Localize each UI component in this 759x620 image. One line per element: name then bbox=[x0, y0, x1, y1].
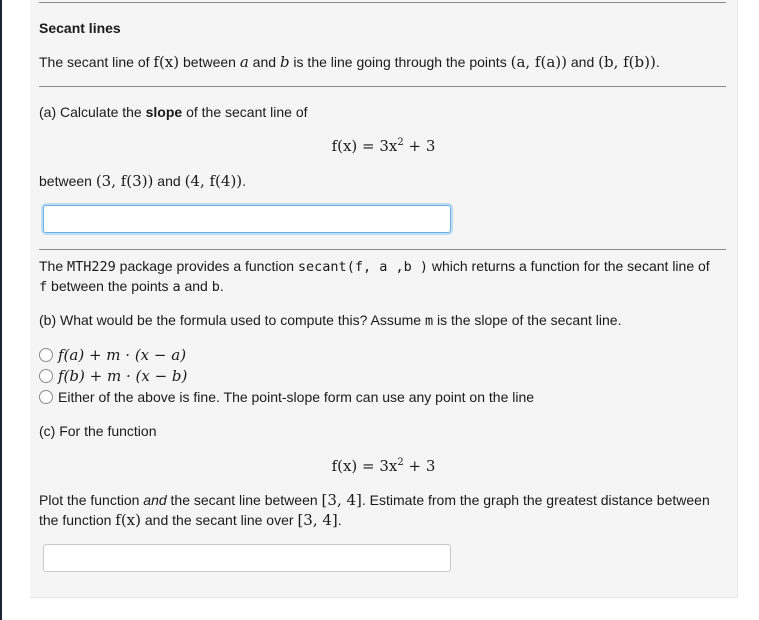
option-label: f(a) + m · (x − a) bbox=[58, 346, 187, 364]
part-c-formula: $f(x) = 3x^2 + 3$ bbox=[331, 457, 436, 475]
part-b-option-2[interactable] bbox=[39, 366, 187, 386]
option-label: f(b) + m · (x − b) bbox=[58, 367, 188, 385]
part-b-prompt: (b) What would be the formula used to compute this? Assume m is the slope of the secant line. bbox=[39, 312, 622, 329]
part-a-between: between (3, f(3)) and (4, f(4)). bbox=[39, 172, 247, 190]
divider-a bbox=[39, 86, 726, 87]
math-point-a: (a, f(a)) bbox=[510, 53, 567, 71]
radio-button[interactable] bbox=[39, 390, 53, 404]
math-point-b: (b, f(b)) bbox=[598, 53, 656, 71]
part-a-answer-input[interactable] bbox=[43, 205, 451, 233]
option-label: Either of the above is fine. The point-slope form can use any point on the line bbox=[58, 389, 535, 405]
divider-b bbox=[39, 249, 726, 250]
part-a-formula: $f(x) = 3x^2 + 3$ bbox=[331, 137, 436, 155]
part-c-instructions-line2: the function f(x) and the secant line over [3, 4]. bbox=[39, 511, 342, 529]
radio-button[interactable] bbox=[39, 348, 53, 362]
part-c-answer-input[interactable] bbox=[43, 544, 451, 572]
part-b-option-1[interactable] bbox=[39, 345, 186, 365]
math-fx: f(x) bbox=[153, 53, 180, 71]
section-title: Secant lines bbox=[39, 20, 121, 36]
part-c-instructions-line1: Plot the function and the secant line between [3, 4]. Estimate from the graph the greatest distance between bbox=[39, 491, 710, 509]
part-a-prompt: (a) Calculate the slope of the secant line of bbox=[39, 104, 308, 120]
math-b: b bbox=[279, 53, 290, 71]
intro-text: The secant line of f(x) between a and b is the line going through the points (a, f(a)) and (b, f(b)). bbox=[39, 53, 660, 71]
part-c-prompt: (c) For the function bbox=[39, 423, 157, 439]
part-b-option-3[interactable] bbox=[39, 387, 534, 407]
math-a: a bbox=[239, 53, 249, 71]
radio-button[interactable] bbox=[39, 369, 53, 383]
package-note-line1: The MTH229 package provides a function secant(f, a ,b ) which returns a function for the secant line of bbox=[39, 258, 710, 275]
window-left-edge bbox=[0, 0, 2, 620]
package-note-line2: f between the points a and b. bbox=[39, 278, 224, 295]
top-divider bbox=[39, 2, 726, 3]
